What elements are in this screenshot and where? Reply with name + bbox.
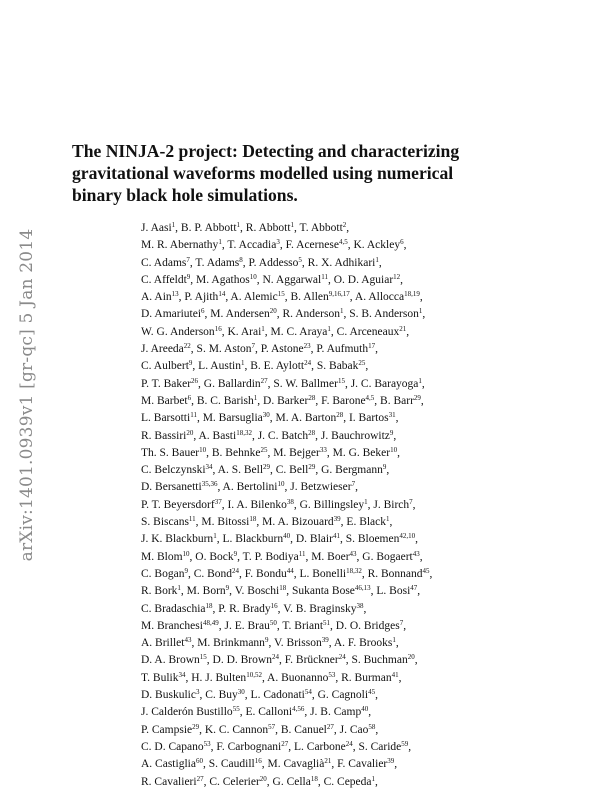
author-line: C. Belczynski$^{34}$, A. S. Bell$^{29}$, C. Bell$^{29}$, G. Bergmann$^9$, (141, 463, 390, 477)
author-line: D. A. Brown$^{15}$, D. D. Brown$^{24}$, F. Brückner$^{24}$, S. Buchman$^{20}$, (141, 653, 418, 667)
author-line: A. Ain$^{13}$, P. Ajith$^{14}$, A. Alemic$^{15}$, B. Allen$^{9,16,17}$, A. Allocca$^{18,19}$, (141, 290, 423, 304)
author-line: J. Areeda$^{22}$, S. M. Aston$^7$, P. Astone$^{23}$, P. Aufmuth$^{17}$, (141, 342, 378, 356)
author-line: T. Bulik$^{34}$, H. J. Bulten$^{10,52}$, A. Buonanno$^{53}$, R. Burman$^{41}$, (141, 670, 402, 684)
author-list (141, 220, 571, 791)
author-line: S. Biscans$^{11}$, M. Bitossi$^{18}$, M. A. Bizouard$^{39}$, E. Black$^1$, (141, 515, 393, 529)
author-line: L. Barsotti$^{11}$, M. Barsuglia$^{30}$, M. A. Barton$^{28}$, I. Bartos$^{31}$, (141, 411, 399, 425)
author-line: C. Affeldt$^9$, M. Agathos$^{10}$, N. Aggarwal$^{11}$, O. D. Aguiar$^{12}$, (141, 272, 404, 286)
author-line: D. Buskulic$^3$, C. Buy$^{30}$, L. Cadonati$^{54}$, G. Cagnoli$^{45}$, (141, 688, 378, 702)
author-line: C. Bradaschia$^{18}$, P. R. Brady$^{16}$, V. B. Braginsky$^{38}$, (141, 601, 367, 615)
arxiv-identifier (12, 230, 42, 560)
title-line: gravitational waveforms modelled using numerical (72, 163, 454, 183)
author-line: C. Aulbert$^9$, L. Austin$^1$, B. E. Aylott$^{24}$, S. Babak$^{25}$, (141, 359, 369, 373)
author-line: M. R. Abernathy$^1$, T. Accadia$^3$, F. Acernese$^{4,5}$, K. Ackley$^6$, (141, 238, 407, 252)
author-line: A. Brillet$^{43}$, M. Brinkmann$^9$, V. Brisson$^{39}$, A. F. Brooks$^1$, (141, 636, 399, 650)
arxiv-identifier-text: arXiv:1401.0939v1 [gr-qc] 5 Jan 2014 (17, 228, 37, 562)
author-line: P. Campsie$^{29}$, K. C. Cannon$^{57}$, B. Canuel$^{27}$, J. Cao$^{58}$, (141, 722, 379, 736)
author-line: C. Bogan$^9$, C. Bond$^{24}$, F. Bondu$^{44}$, L. Bonelli$^{18,32}$, R. Bonnand$^{45}$, (141, 566, 433, 580)
author-line: A. Castiglia$^{60}$, S. Caudill$^{16}$, M. Cavaglià$^{21}$, F. Cavalier$^{39}$, (141, 757, 398, 771)
author-line: J. K. Blackburn$^1$, L. Blackburn$^{40}$, D. Blair$^{41}$, S. Bloemen$^{42,10}$, (141, 532, 418, 546)
author-line: R. Bassiri$^{20}$, A. Basti$^{18,32}$, J. C. Batch$^{28}$, J. Bauchrowitz$^9$, (141, 428, 397, 442)
author-line: C. D. Capano$^{53}$, F. Carbognani$^{27}$, L. Carbone$^{24}$, S. Caride$^{59}$, (141, 739, 412, 753)
paper-title (72, 140, 542, 206)
author-line: P. T. Baker$^{26}$, G. Ballardin$^{27}$, S. W. Ballmer$^{15}$, J. C. Barayoga$^1$, (141, 376, 425, 390)
title-line: The NINJA-2 project: Detecting and characterizing (72, 141, 460, 161)
author-line: R. Cavalieri$^{27}$, C. Celerier$^{20}$, G. Cella$^{18}$, C. Cepeda$^1$, (141, 774, 378, 788)
author-line: M. Blom$^{10}$, O. Bock$^9$, T. P. Bodiya$^{11}$, M. Boer$^{43}$, G. Bogaert$^{43}$, (141, 549, 423, 563)
author-line: J. Calderón Bustillo$^{55}$, E. Calloni$^{4,56}$, J. B. Camp$^{40}$, (141, 705, 372, 719)
author-line: D. Amariutei$^6$, M. Andersen$^{20}$, R. Anderson$^1$, S. B. Anderson$^1$, (141, 307, 426, 321)
author-line: M. Barbet$^6$, B. C. Barish$^1$, D. Barker$^{28}$, F. Barone$^{4,5}$, B. Barr$^{29}$, (141, 393, 424, 407)
author-line: D. Bersanetti$^{35,36}$, A. Bertolini$^{10}$, J. Betzwieser$^7$, (141, 480, 358, 494)
author-line: J. Aasi$^1$, B. P. Abbott$^1$, R. Abbott$^1$, T. Abbott$^2$, (141, 221, 350, 234)
author-line: P. T. Beyersdorf$^{37}$, I. A. Bilenko$^{38}$, G. Billingsley$^1$, J. Birch$^7$, (141, 497, 416, 511)
author-line: W. G. Anderson$^{16}$, K. Arai$^1$, M. C. Araya$^1$, C. Arceneaux$^{21}$, (141, 324, 410, 338)
author-line: Th. S. Bauer$^{10}$, B. Behnke$^{25}$, M. Bejger$^{33}$, M. G. Beker$^{10}$, (141, 445, 400, 459)
author-line: C. Adams$^7$, T. Adams$^8$, P. Addesso$^5$, R. X. Adhikari$^1$, (141, 255, 382, 269)
title-line: binary black hole simulations. (72, 185, 298, 205)
author-line: R. Bork$^1$, M. Born$^9$, V. Boschi$^{18}$, Sukanta Bose$^{46,13}$, L. Bosi$^{47}$, (141, 584, 421, 598)
author-line: M. Branchesi$^{48,49}$, J. E. Brau$^{50}$, T. Briant$^{51}$, D. O. Bridges$^7$, (141, 618, 407, 632)
